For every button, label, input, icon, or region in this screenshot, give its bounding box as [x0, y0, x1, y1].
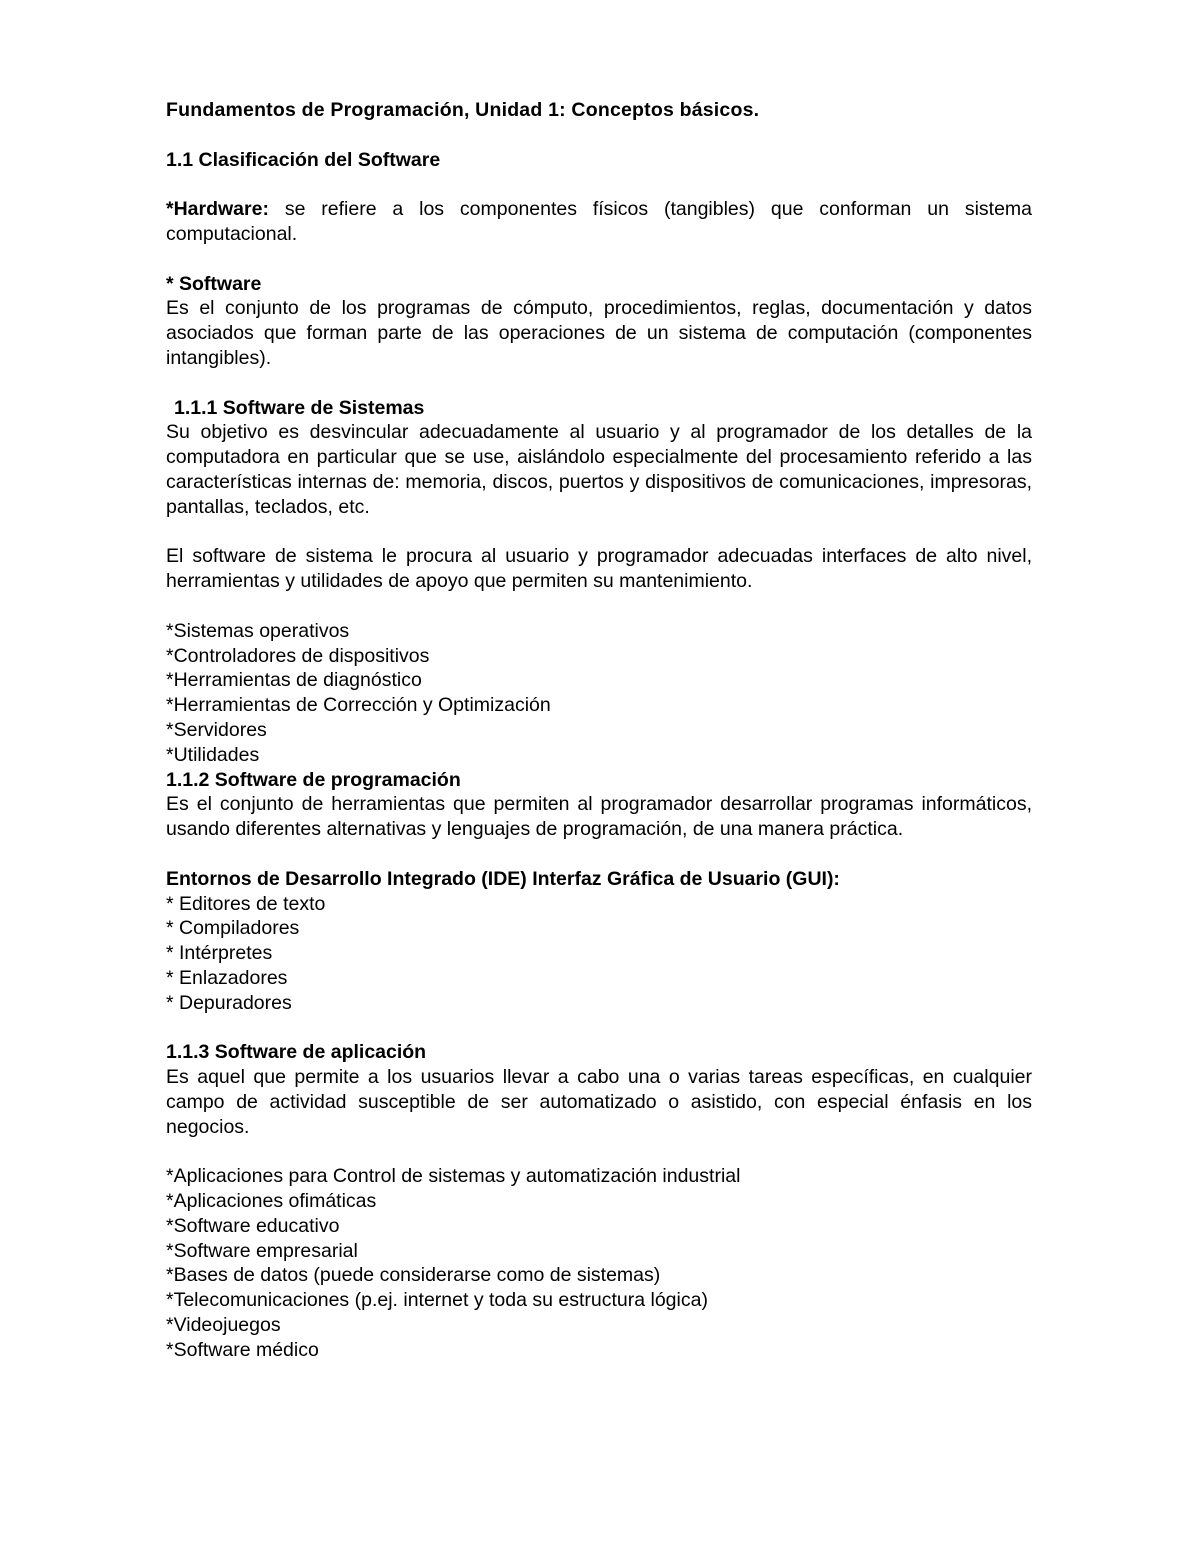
system-software-list: [166, 619, 1032, 768]
ide-section: [166, 867, 1032, 1016]
list-item: *Herramientas de Corrección y Optimización: [166, 694, 551, 717]
document-title: Fundamentos de Programación, Unidad 1: Conceptos básicos.: [166, 99, 760, 121]
software-text: Es el conjunto de los programas de cómputo, procedimientos, reglas, documentación y datos asociados que forman parte de las operaciones de un sistema de computación (componentes intangibles).: [166, 297, 1032, 369]
section-1-1-2-paragraph-1: Es el conjunto de herramientas que permiten al programador desarrollar programas informáticos, usando diferentes alternativas y lenguajes de programación, de una manera práctica.: [166, 793, 1032, 841]
list-item: *Software empresarial: [166, 1239, 358, 1262]
list-item: * Enlazadores: [166, 966, 288, 989]
list-item: *Bases de datos (puede considerarse como de sistemas): [166, 1264, 661, 1287]
hardware-paragraph: [166, 197, 1032, 247]
section-heading-1-1: 1.1 Clasificación del Software: [166, 148, 441, 171]
document-page: [166, 98, 1032, 1363]
list-item: * Compiladores: [166, 917, 300, 940]
application-software-list: [166, 1164, 1032, 1362]
list-item: *Servidores: [166, 718, 267, 741]
section-1-1-1: [166, 396, 1032, 520]
list-item: *Utilidades: [166, 743, 260, 766]
programming-tools-list: [166, 892, 1032, 1016]
section-heading-1-1-3: 1.1.3 Software de aplicación: [166, 1041, 427, 1064]
list-item: * Depuradores: [166, 991, 292, 1014]
list-item: *Software educativo: [166, 1214, 340, 1237]
hardware-text: se refiere a los componentes físicos (tangibles) que conforman un sistema computacional.: [166, 198, 1032, 245]
section-1-1-3-paragraph-1: Es aquel que permite a los usuarios llevar a cabo una o varias tareas específicas, en cualquier campo de actividad susceptible de ser automatizado o asistido, con especial énfasis en los negocios.: [166, 1066, 1032, 1138]
software-heading: * Software: [166, 272, 262, 295]
list-item: *Herramientas de diagnóstico: [166, 669, 422, 692]
ide-heading: Entornos de Desarrollo Integrado (IDE) Interfaz Gráfica de Usuario (GUI):: [166, 867, 840, 890]
hardware-label: *Hardware:: [166, 198, 269, 221]
section-heading-1-1-1: 1.1.1 Software de Sistemas: [174, 396, 425, 419]
software-definition: [166, 272, 1032, 371]
section-1-1-2: [166, 768, 1032, 842]
list-item: *Aplicaciones ofimáticas: [166, 1190, 377, 1213]
list-item: * Intérpretes: [166, 942, 273, 965]
section-1-1-1-paragraph-2: El software de sistema le procura al usuario y programador adecuadas interfaces de alto nivel, herramientas y utilidades de apoyo que permiten su mantenimiento.: [166, 545, 1032, 593]
list-item: *Software médico: [166, 1338, 319, 1361]
list-item: *Videojuegos: [166, 1314, 281, 1337]
list-item: *Controladores de dispositivos: [166, 644, 430, 667]
section-1-1-1-paragraph-1: Su objetivo es desvincular adecuadamente al usuario y al programador de los detalles de la computadora en particular que se use, aislándolo especialmente del procesamiento referido a las características internas de: memoria, discos, puertos y dispositivos de comunicaciones, impresoras, pantallas, teclados, etc.: [166, 421, 1032, 518]
list-item: *Telecomunicaciones (p.ej. internet y toda su estructura lógica): [166, 1289, 708, 1312]
section-heading-1-1-2: 1.1.2 Software de programación: [166, 768, 461, 791]
list-item: * Editores de texto: [166, 892, 326, 915]
list-item: *Aplicaciones para Control de sistemas y automatización industrial: [166, 1165, 741, 1188]
section-1-1-3: [166, 1040, 1032, 1139]
list-item: *Sistemas operativos: [166, 619, 350, 642]
